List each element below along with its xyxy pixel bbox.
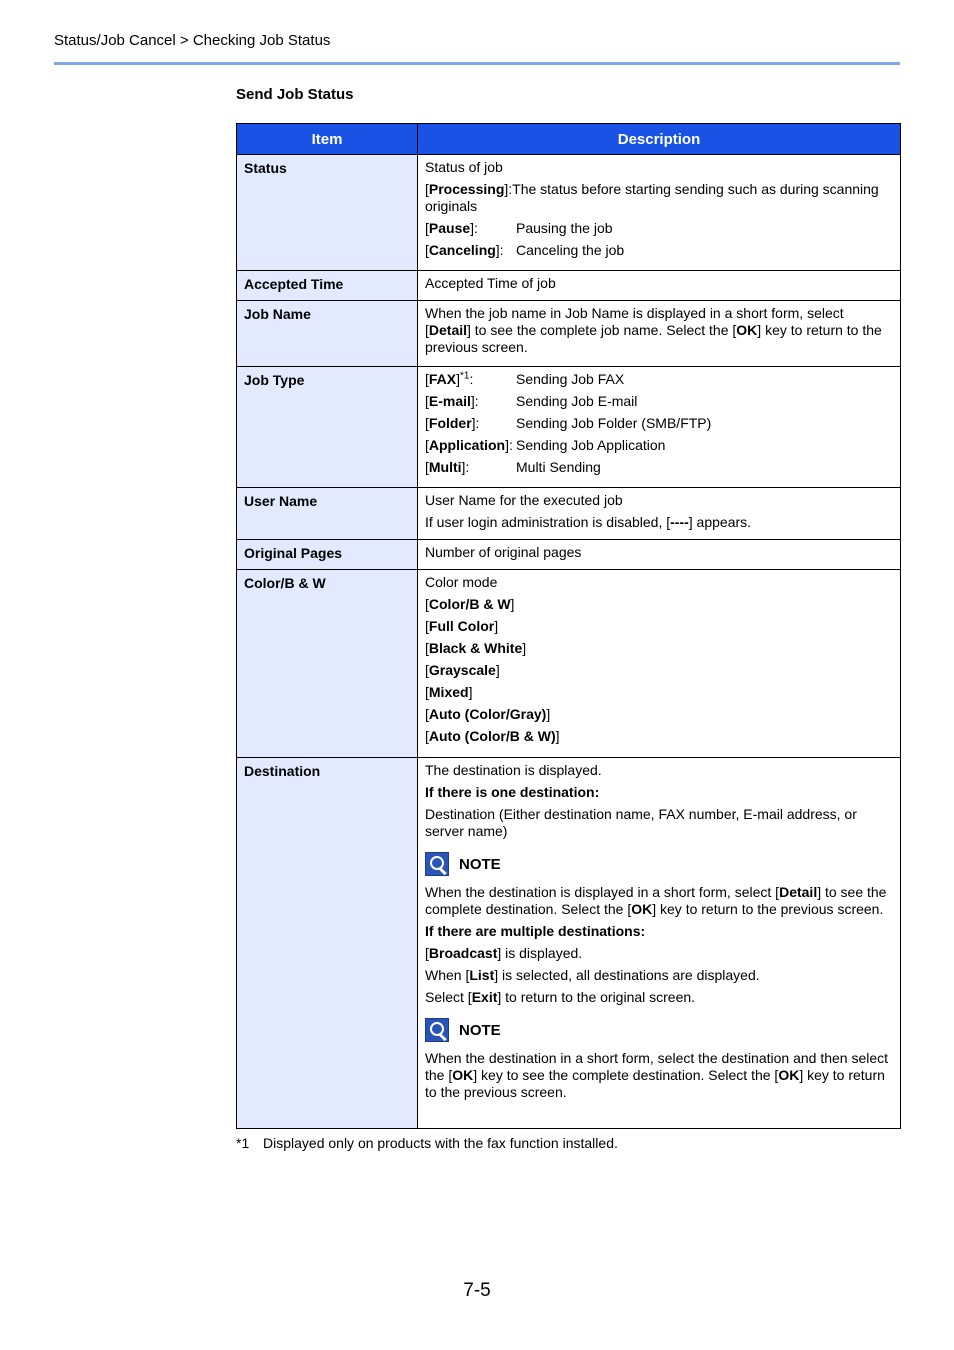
table-row — [237, 570, 901, 758]
row-desc-job-type: [FAX]$^{*1}$: Sending Job FAX [E-mail]: Sending Job E-mail [Folder]: Sending Job Folder (SMB/FTP) [Application]: Sending Job Application [Multi]: Multi Sending — [418, 367, 901, 488]
row-item-destination: Destination — [237, 758, 418, 1129]
table-header-row — [237, 124, 901, 155]
note-icon — [425, 1018, 449, 1042]
row-desc-status: Status of job [Processing]:The status before starting sending such as during scanning originals [Pause]: Pausing the job [Canceling]: Canceling the job — [418, 155, 901, 271]
row-item-original-pages: Original Pages — [237, 540, 418, 570]
table-row — [237, 367, 901, 488]
row-desc-original-pages: Number of original pages — [418, 540, 901, 570]
row-item-color-mode: Color/B & W — [237, 570, 418, 758]
row-desc-accepted-time: Accepted Time of job — [418, 271, 901, 301]
note-icon — [425, 852, 449, 876]
column-header-description: Description — [418, 124, 901, 155]
row-desc-job-name: When the job name in Job Name is displayed in a short form, select [Detail] to see the complete job name. Select the [OK] key to return to the previous screen. — [418, 301, 901, 367]
row-item-job-type: Job Type — [237, 367, 418, 488]
table-row — [237, 301, 901, 367]
breadcrumb: Status/Job Cancel > Checking Job Status — [54, 32, 331, 49]
footnote-text: Displayed only on products with the fax function installed. — [263, 1135, 618, 1151]
section-title: Send Job Status — [236, 86, 354, 103]
row-item-status: Status — [237, 155, 418, 271]
note-box — [425, 1018, 893, 1042]
row-item-accepted-time: Accepted Time — [237, 271, 418, 301]
note-title: NOTE — [459, 855, 501, 873]
note-title: NOTE — [459, 1021, 501, 1039]
row-desc-user-name: User Name for the executed job If user login administration is disabled, [----] appears. — [418, 488, 901, 540]
column-header-item: Item — [237, 124, 418, 155]
table-row — [237, 488, 901, 540]
table-row — [237, 540, 901, 570]
row-desc-destination: The destination is displayed. If there is one destination: Destination (Either destination name, FAX number, E-mail address, or server name) NOTE When the destination is displayed in a short form, select [Detail] to see the complete destination. Select the [OK] key to return to the previous screen. If there are multiple destinations: [Broadcast] is displayed. When [List] is selected, all destinations are displayed. Select [Exit] to return to the original screen. NOTE When the destination in a short form, select the destination and then select the [OK] key to see the complete destination. Select the [OK] key to return to the previous screen. — [418, 758, 901, 1129]
table-row — [237, 758, 901, 1129]
page-number: 7-5 — [463, 1280, 491, 1301]
row-item-job-name: Job Name — [237, 301, 418, 367]
table-row — [237, 271, 901, 301]
row-desc-color-mode: Color mode [Color/B & W] [Full Color] [Black & White] [Grayscale] [Mixed] [Auto (Color/Gray)] [Auto (Color/B & W)] — [418, 570, 901, 758]
note-box — [425, 852, 893, 876]
table-row — [237, 155, 901, 271]
header-rule — [54, 62, 900, 65]
footnote — [236, 1135, 618, 1151]
send-job-status-table — [236, 123, 901, 1129]
footnote-mark: *1 — [236, 1135, 250, 1151]
row-item-user-name: User Name — [237, 488, 418, 540]
